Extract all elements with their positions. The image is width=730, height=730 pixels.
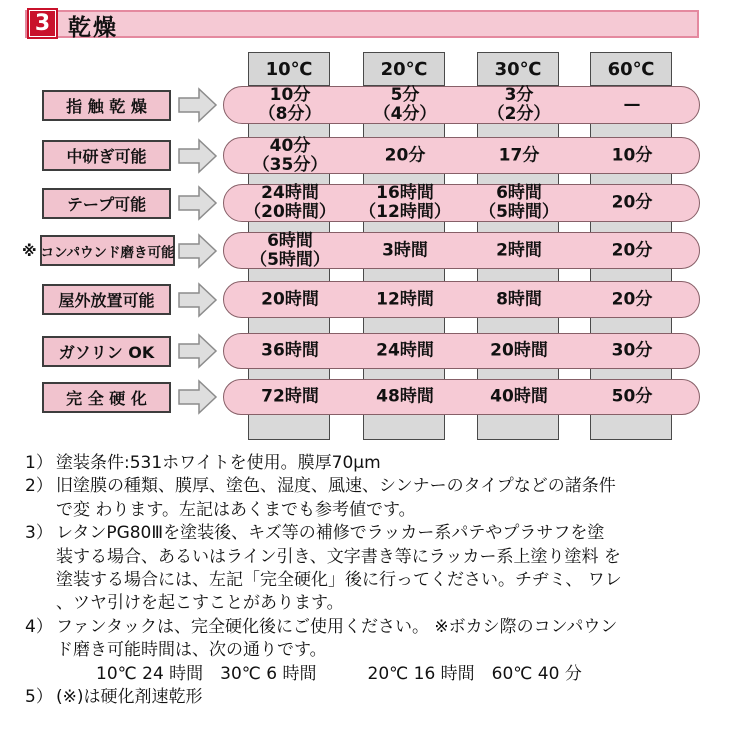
duration-value: 8時間 [496,289,542,309]
duration-value: 10分 （8分） [258,85,322,124]
note-line: 5） (※)は硬化剤速乾形 [25,687,203,708]
duration-value: 6時間 （5時間） [250,230,330,270]
duration-value: — [623,94,641,115]
section-number: 3 [29,10,56,37]
duration-capsule-row [223,281,700,318]
note-line: 4） ファンタックは、完全硬化後にご使用ください。 ※ボカシ際のコンパウン [25,616,618,637]
duration-value: 72時間 [261,386,319,407]
temp-column-header: 60℃ [590,52,672,86]
note-line: 1） 塗装条件:531ホワイトを使用。膜厚70μm [25,453,381,473]
duration-value: 24時間 （20時間） [244,183,336,222]
duration-value: 10分 [611,145,653,165]
arrow-right-icon [178,185,218,221]
duration-value: 17分 [498,145,540,165]
arrow-right-icon [178,282,218,318]
temp-column-header: 20℃ [363,52,445,86]
duration-value: 5分 （4分） [373,85,437,124]
note-line: 10℃ 24 時間 30℃ 6 時間 20℃ 16 時間 60℃ 40 分 [96,663,582,684]
duration-capsule-row [223,333,700,369]
note-line: ド磨き可能時間は、次の通りです。 [56,640,327,661]
duration-value: 2時間 [496,240,542,260]
arrow-right-icon [178,87,218,123]
footnotes [25,452,717,709]
temp-column-header: 30℃ [477,52,559,86]
section-number-badge [27,8,58,39]
note-line: で変 わります。左記はあくまでも参考値です。 [56,499,416,520]
section-title-bar [25,10,699,38]
note-line: 、ツヤ引けを起こすことがあります。 [56,593,344,614]
row-label-gasoline-ok: ガソリン OK [42,336,171,367]
row-label-full-cure: 完 全 硬 化 [42,382,171,413]
duration-value: 20分 [611,240,653,260]
note-line: 3） レタンPG80Ⅲを塗装後、キズ等の補修でラッカー系パテやプラサフを塗 [25,523,605,544]
duration-capsule-row [223,184,700,222]
row-label-touch-dry: 指 触 乾 燥 [42,90,171,121]
duration-value: 20分 [384,145,426,165]
duration-value: 30分 [611,340,653,361]
arrow-right-icon [178,138,218,174]
row-label-sandable: 中研ぎ可能 [42,140,171,171]
page-title: 乾燥 [68,15,118,41]
duration-capsule-row [223,232,700,269]
duration-value: 20時間 [490,340,548,361]
duration-value: 20分 [611,192,653,213]
duration-capsule-row [223,379,700,415]
note-line: 装する場合、あるいはライン引き、文字書き等にラッカー系上塗り塗料 を [56,546,621,567]
duration-capsule-row [223,86,700,124]
temp-column-header: 10℃ [248,52,330,86]
row-label-compound-polish: コンパウンド磨き可能 [40,235,175,266]
arrow-right-icon [178,233,218,269]
duration-value: 50分 [611,386,653,407]
arrow-right-icon [178,333,218,369]
duration-value: 24時間 [376,340,434,361]
duration-value: 48時間 [376,386,434,407]
note-line: 塗装する場合には、左記「完全硬化」後に行ってください。チヂミ、 ワレ [56,570,622,591]
arrow-right-icon [178,379,218,415]
asterisk-mark: ※ [22,242,37,260]
duration-capsule-row [223,137,700,174]
duration-value: 6時間 （5時間） [479,183,559,222]
duration-value: 20時間 [261,289,319,309]
note-line: 2） 旧塗膜の種類、膜厚、塗色、湿度、風速、シンナーのタイプなどの諸条件 [25,476,616,497]
duration-value: 3分 （2分） [487,85,551,124]
duration-value: 12時間 [376,289,434,309]
duration-value: 20分 [611,289,653,309]
row-label-tape-ok: テープ可能 [42,188,171,219]
row-label-outdoor-ok: 屋外放置可能 [42,284,171,315]
duration-value: 40分 （35分） [252,135,328,175]
duration-value: 16時間 （12時間） [359,183,451,222]
duration-value: 36時間 [261,340,319,361]
duration-value: 40時間 [490,386,548,407]
duration-value: 3時間 [382,240,428,260]
